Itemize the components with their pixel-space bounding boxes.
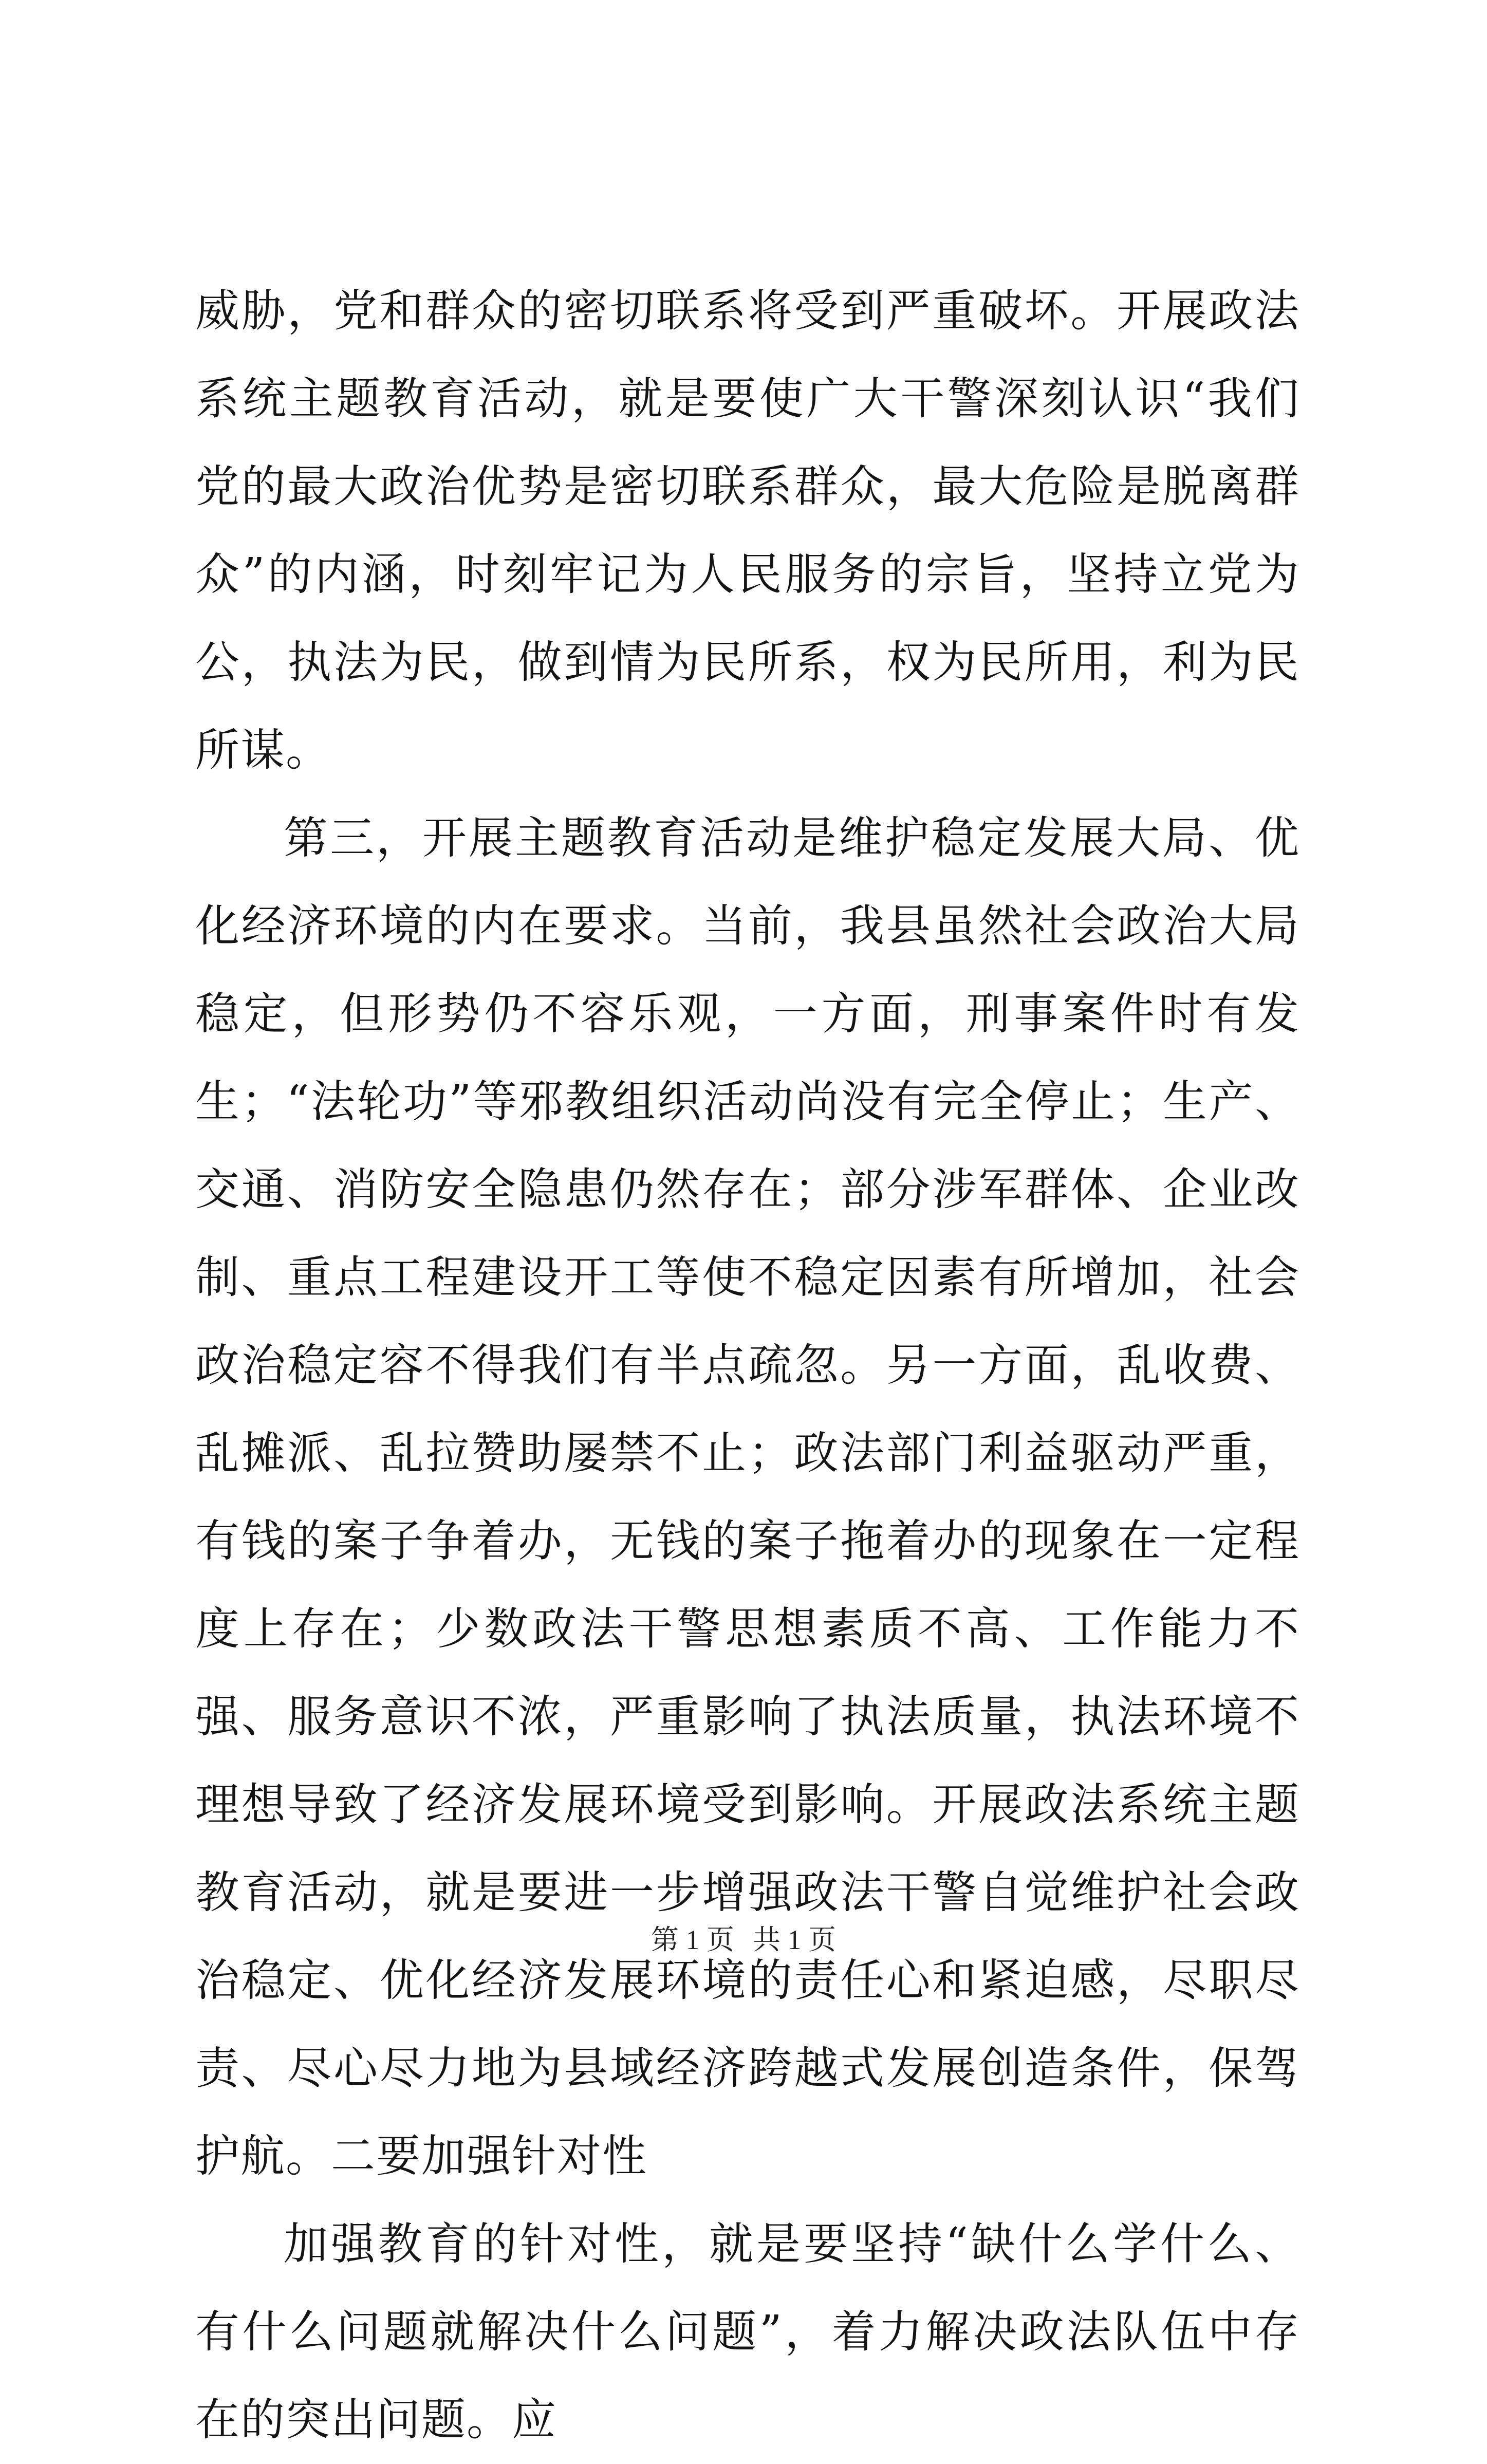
page-number: 第 1 页 — [651, 1924, 734, 1955]
page-total: 共 1 页 — [753, 1924, 836, 1955]
document-body — [195, 267, 1300, 2464]
page-footer — [0, 1922, 1487, 1958]
paragraph-1: 威胁，党和群众的密切联系将受到严重破坏。开展政法系统主题教育活动，就是要使广大干警深刻认识“我们党的最大政治优势是密切联系群众，最大危险是脱离群众”的内涵，时刻牢记为人民服务的宗旨，坚持立党为公，执法为民，做到情为民所系，权为民所用，利为民所谋。 — [195, 285, 1300, 776]
paragraph-3: 加强教育的针对性，就是要坚持“缺什么学什么、有什么问题就解决什么问题”，着力解决政法队伍中存在的突出问题。应 — [195, 2218, 1300, 2446]
paragraph-2: 第三，开展主题教育活动是维护稳定发展大局、优化经济环境的内在要求。当前，我县虽然社会政治大局稳定，但形势仍不容乐观，一方面，刑事案件时有发生；“法轮功”等邪教组织活动尚没有完全停止；生产、交通、消防安全隐患仍然存在；部分涉军群体、企业改制、重点工程建设开工等使不稳定因素有所增加，社会政治稳定容不得我们有半点疏忽。另一方面，乱收费、乱摊派、乱拉赞助屡禁不止；政法部门利益驱动严重，有钱的案子争着办，无钱的案子拖着办的现象在一定程度上存在；少数政法干警思想素质不高、工作能力不强、服务意识不浓，严重影响了执法质量，执法环境不理想导致了经济发展环境受到影响。开展政法系统主题教育活动，就是要进一步增强政法干警自觉维护社会政治稳定、优化经济发展环境的责任心和紧迫感，尽职尽责、尽心尽力地为县域经济跨越式发展创造条件，保驾护航。二要加强针对性 — [195, 812, 1300, 2182]
